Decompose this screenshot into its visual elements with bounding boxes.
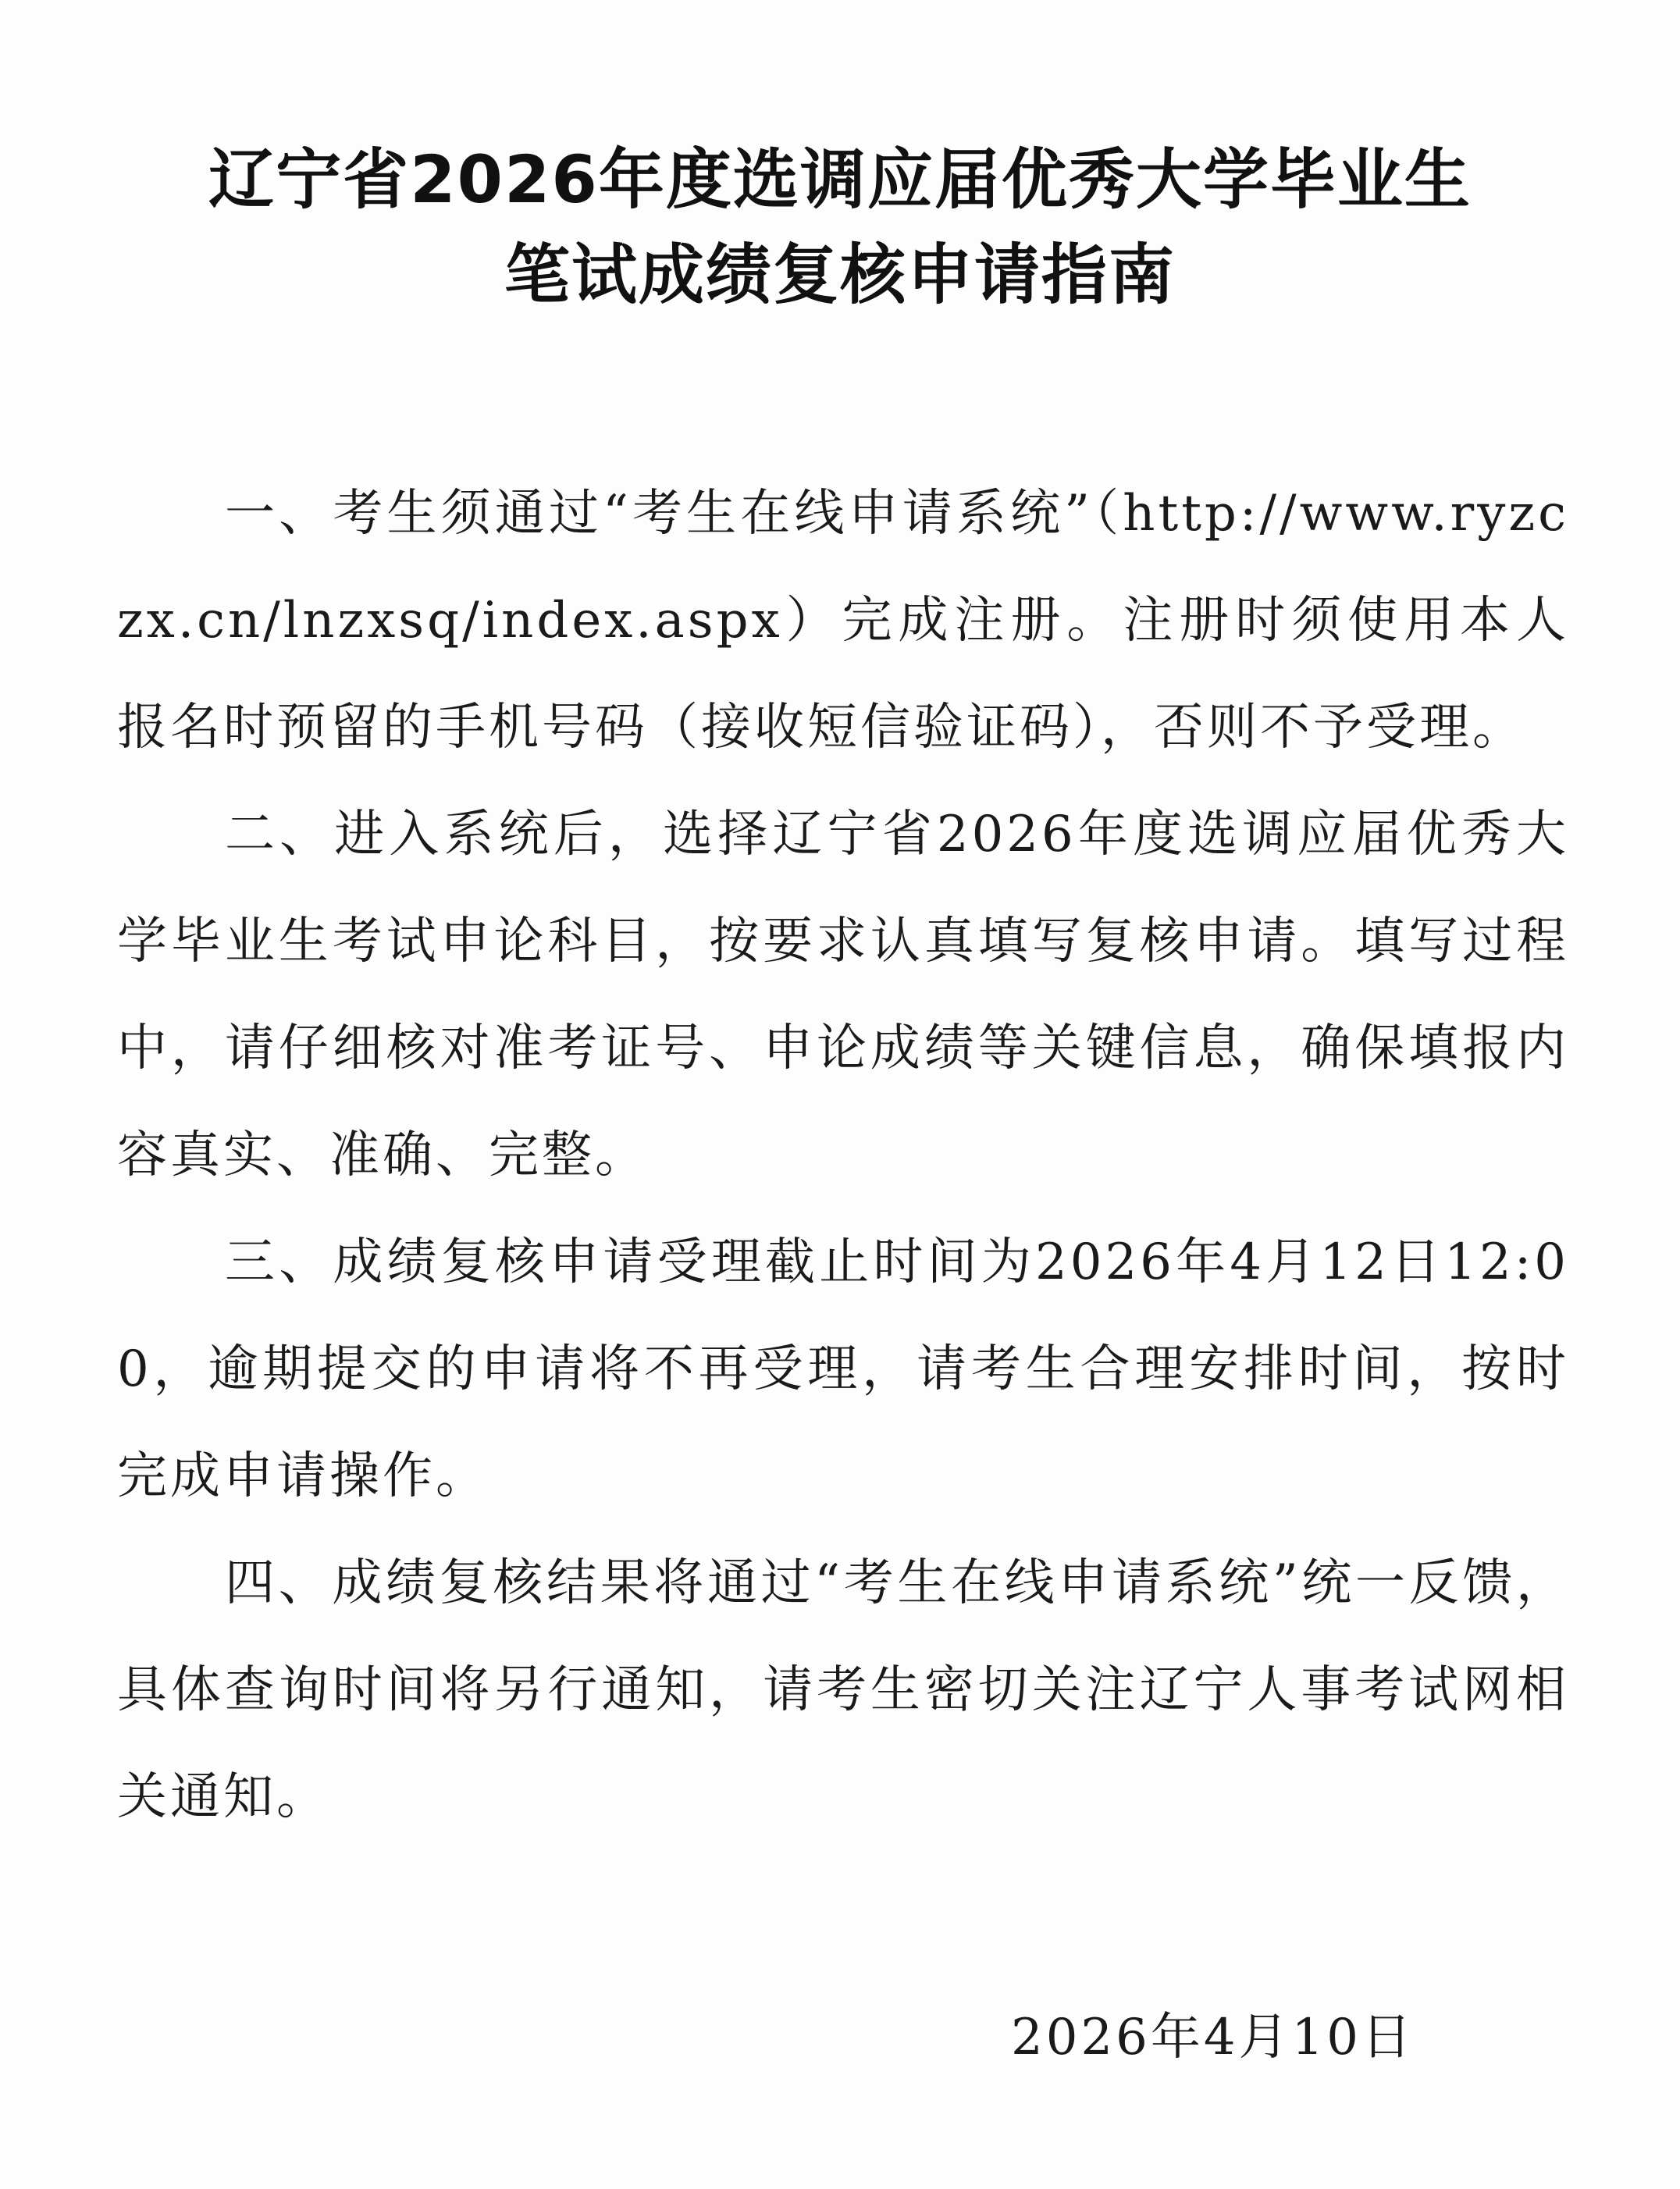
paragraph-application: 二、进入系统后，选择辽宁省2026年度选调应届优秀大学毕业生考试申论科目，按要求认真填写复核申请。填写过程中，请仔细核对准考证号、申论成绩等关键信息，确保填报内容真实、准确、完整。 bbox=[117, 806, 1569, 1184]
document-title-line-2: 笔试成绩复核申请指南 bbox=[504, 237, 1176, 313]
document-title-line-1: 辽宁省2026年度选调应届优秀大学毕业生 bbox=[208, 141, 1472, 218]
document-date: 2026年4月10日 bbox=[1010, 2009, 1415, 2066]
document-body bbox=[117, 461, 1569, 1851]
paragraph-result: 四、成绩复核结果将通过“考生在线申请系统”统一反馈，具体查询时间将另行通知，请考生密切关注辽宁人事考试网相关通知。 bbox=[117, 1554, 1569, 1826]
paragraph-registration: 一、考生须通过“考生在线申请系统”（http://www.ryzczx.cn/lnzxsq/index.aspx）完成注册。注册时须使用本人报名时预留的手机号码（接收短信验证码），否则不予受理。 bbox=[117, 485, 1569, 756]
paragraph-deadline: 三、成绩复核申请受理截止时间为2026年4月12日12:00，逾期提交的申请将不再受理，请考生合理安排时间，按时完成申请操作。 bbox=[117, 1233, 1569, 1505]
